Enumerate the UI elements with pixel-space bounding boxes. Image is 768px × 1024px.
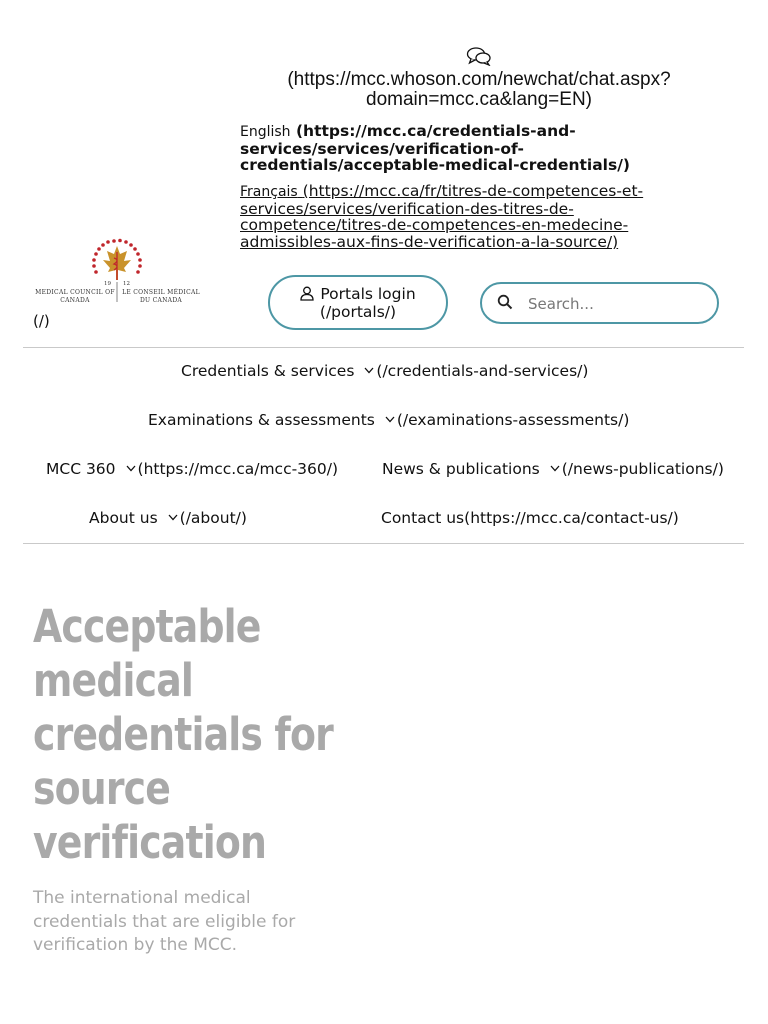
logo-text-english: MEDICAL COUNCIL OF CANADA [35, 289, 115, 304]
chevron-down-icon [364, 367, 374, 374]
nav-label: About us [89, 509, 158, 527]
page-subtitle: The international medical credentials that are eligible for verification by the MCC. [33, 888, 296, 955]
chat-block [240, 46, 718, 110]
nav-url: (https://mcc.ca/mcc-360/) [137, 460, 339, 478]
nav-label: MCC 360 [46, 460, 116, 478]
language-url-english: (https://mcc.ca/credentials-and-services/services/verification-of-credentials/acceptable-medical-credentials/) [240, 122, 630, 174]
nav-label: Examinations & assessments [148, 411, 375, 429]
nav-url: (/news-publications/) [561, 460, 724, 478]
nav-item-mcc-360[interactable] [46, 460, 338, 478]
nav-url: (https://mcc.ca/contact-us/) [464, 509, 679, 527]
logo-home-link[interactable]: (/) [33, 312, 50, 330]
nav-url: (/credentials-and-services/) [376, 362, 589, 380]
chevron-down-icon [126, 465, 136, 472]
portals-login-url: (/portals/) [319, 303, 397, 321]
language-link-english[interactable] [240, 123, 710, 174]
search-input[interactable] [480, 282, 719, 324]
language-name-english: English [240, 124, 291, 140]
language-url-french: (https://mcc.ca/fr/titres-de-competences-et-services/services/verification-des-titres-de-competence/titres-de-competences-en-medecine-admissibles-aux-fins-de-verification-a-la-source/) [240, 182, 644, 251]
search-icon[interactable] [497, 294, 513, 314]
header-divider [23, 347, 744, 348]
nav-item-news[interactable] [382, 460, 724, 478]
chevron-down-icon [550, 465, 560, 472]
mcc-logo[interactable] [34, 236, 202, 304]
nav-label: Contact us [381, 509, 465, 527]
search-placeholder: Search... [528, 295, 594, 313]
nav-label: Credentials & services [181, 362, 355, 380]
page-title: Acceptable medical credentials for source verification [33, 600, 333, 869]
chat-link[interactable]: (https://mcc.whoson.com/newchat/chat.aspx?domain=mcc.ca&lang=EN) [287, 69, 671, 110]
language-link-french[interactable] [240, 183, 710, 250]
chevron-down-icon [385, 416, 395, 423]
nav-item-contact[interactable] [381, 509, 679, 527]
nav-item-credentials[interactable] [181, 362, 588, 380]
svg-text:19: 19 [104, 281, 111, 287]
portals-login-button[interactable] [268, 275, 448, 330]
svg-text:12: 12 [123, 281, 130, 287]
nav-url: (/examinations-assessments/) [396, 411, 630, 429]
nav-divider [23, 543, 744, 544]
person-icon [300, 286, 314, 304]
chat-bubbles-icon[interactable] [466, 46, 492, 68]
language-name-french: Français [240, 184, 298, 200]
nav-item-examinations[interactable] [148, 411, 629, 429]
nav-label: News & publications [382, 460, 540, 478]
logo-text-french: LE CONSEIL MÉDICAL DU CANADA [122, 289, 200, 304]
portals-login-label: Portals login [320, 285, 416, 303]
chevron-down-icon [168, 514, 178, 521]
nav-url: (/about/) [179, 509, 247, 527]
nav-item-about[interactable] [89, 509, 247, 527]
